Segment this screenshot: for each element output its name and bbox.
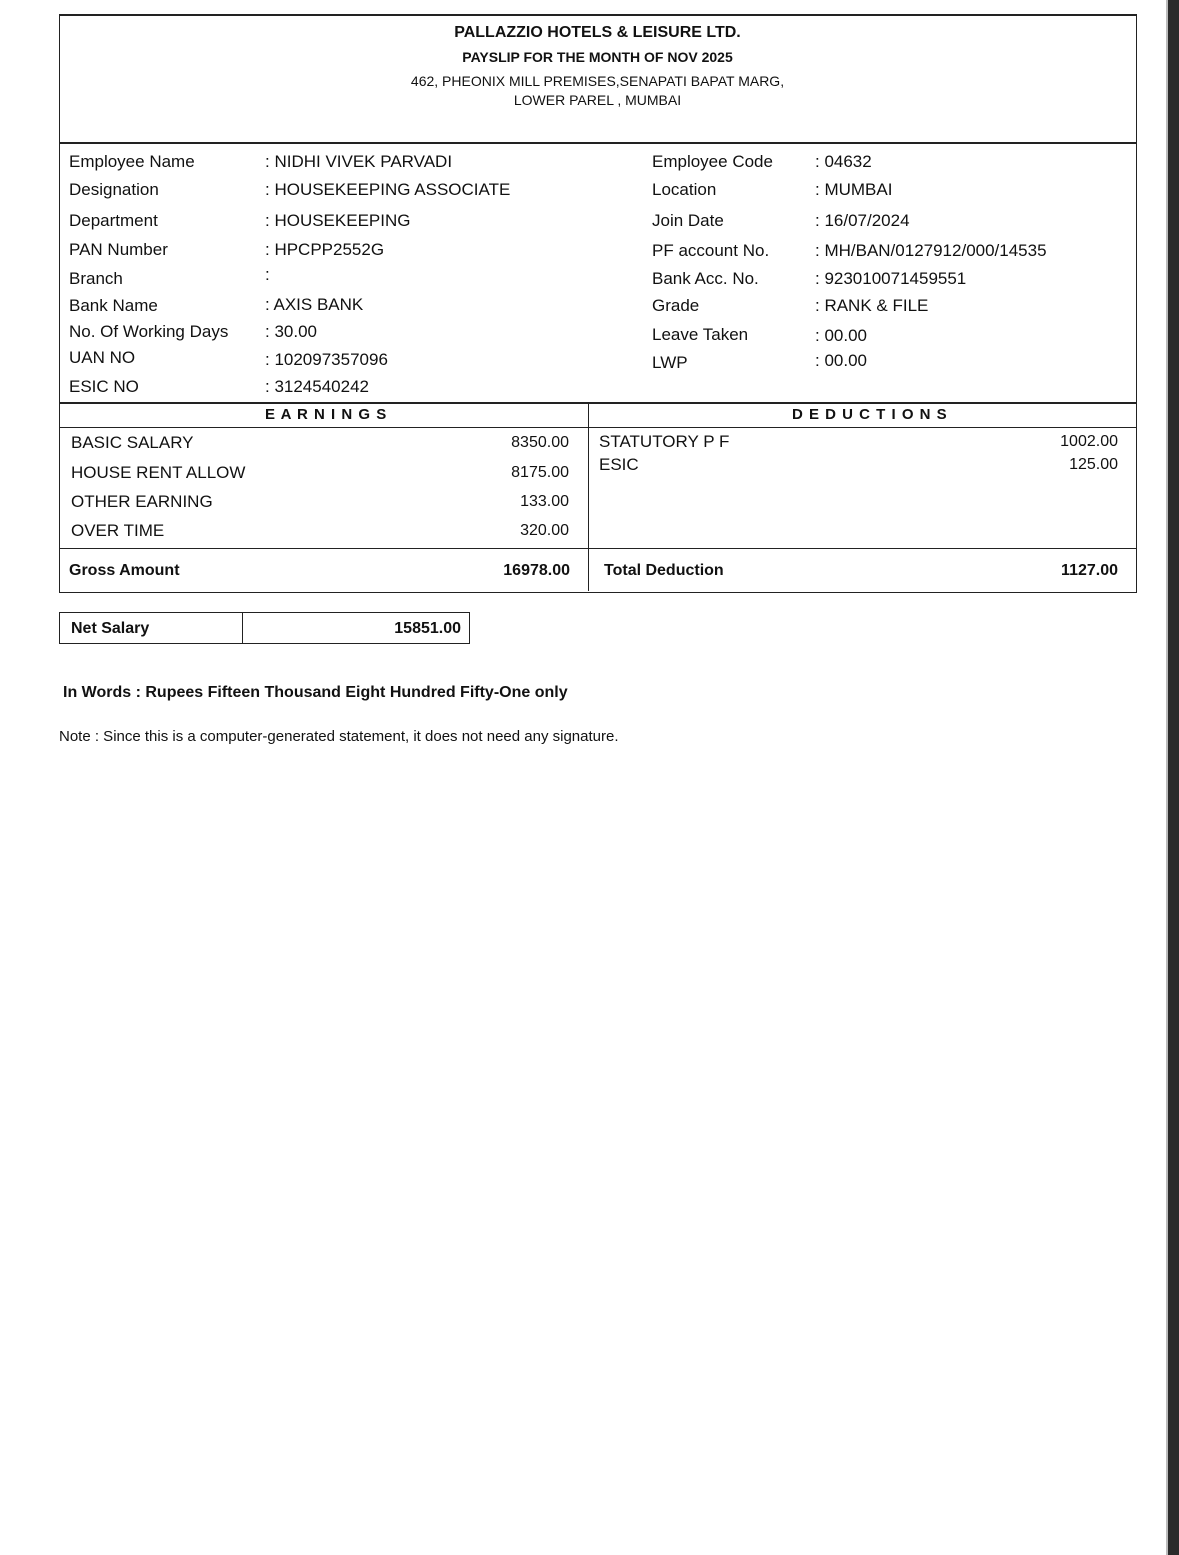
column-divider [588, 402, 589, 591]
working-days-label: No. Of Working Days [69, 322, 229, 341]
deductions-heading: D E D U C T I O N S [792, 406, 948, 423]
esic-no-label: ESIC NO [69, 377, 139, 396]
grade-label: Grade [652, 296, 700, 315]
total-deduction-label: Total Deduction [604, 562, 724, 579]
earning-amount: 133.00 [520, 493, 569, 510]
employee-name-label: Employee Name [69, 152, 195, 171]
deduction-name: STATUTORY P F [599, 432, 730, 451]
divider [59, 402, 1136, 404]
uan-value: : 102097357096 [265, 350, 388, 369]
pan-label: PAN Number [69, 240, 168, 259]
leave-taken-value: : 00.00 [815, 326, 867, 345]
department-label: Department [69, 211, 158, 230]
earning-name: HOUSE RENT ALLOW [71, 463, 246, 482]
earning-amount: 8175.00 [511, 464, 569, 481]
amount-in-words: In Words : Rupees Fifteen Thousand Eight Hundred Fifty-One only [63, 684, 568, 701]
pf-account-value: : MH/BAN/0127912/000/14535 [815, 241, 1047, 260]
join-date-label: Join Date [652, 211, 724, 230]
address-line-2: LOWER PAREL , MUMBAI [513, 92, 682, 108]
lwp-value: : 00.00 [815, 351, 867, 370]
department-value: : HOUSEKEEPING [265, 211, 411, 230]
location-label: Location [652, 180, 717, 199]
location-value: : MUMBAI [815, 180, 893, 199]
bank-account-label: Bank Acc. No. [652, 269, 759, 288]
page-edge [1168, 0, 1179, 1555]
deduction-amount: 125.00 [1069, 456, 1118, 473]
join-date-value: : 16/07/2024 [815, 211, 910, 230]
working-days-value: : 30.00 [265, 322, 317, 341]
designation-label: Designation [69, 180, 159, 199]
employee-code-label: Employee Code [652, 152, 773, 171]
designation-value: : HOUSEKEEPING ASSOCIATE [265, 180, 511, 199]
divider [59, 427, 1136, 428]
esic-no-value: : 3124540242 [265, 377, 369, 396]
net-salary-label: Net Salary [71, 620, 150, 637]
divider [242, 612, 243, 643]
company-name: PALLAZZIO HOTELS & LEISURE LTD. [454, 24, 741, 41]
pan-value: : HPCPP2552G [265, 240, 385, 259]
earning-name: OTHER EARNING [71, 492, 213, 511]
leave-taken-label: Leave Taken [652, 325, 749, 344]
earning-amount: 8350.00 [511, 434, 569, 451]
earning-name: OVER TIME [71, 521, 165, 540]
earning-name: BASIC SALARY [71, 433, 194, 452]
gross-amount-label: Gross Amount [69, 562, 180, 579]
address-line-1: 462, PHEONIX MILL PREMISES,SENAPATI BAPAT MARG, [410, 73, 785, 89]
divider [59, 142, 1136, 144]
bank-account-value: : 923010071459551 [815, 269, 967, 288]
bank-name-label: Bank Name [69, 296, 158, 315]
bank-name-value: : AXIS BANK [265, 295, 364, 314]
employee-code-value: : 04632 [815, 152, 872, 171]
net-salary-value: 15851.00 [394, 620, 461, 637]
deduction-amount: 1002.00 [1060, 433, 1118, 450]
earnings-heading: E A R N I N G S [265, 406, 388, 423]
divider [59, 548, 1136, 549]
lwp-label: LWP [652, 353, 688, 372]
payslip-title: PAYSLIP FOR THE MONTH OF NOV 2025 [462, 49, 733, 65]
deduction-name: ESIC [599, 455, 639, 474]
earning-amount: 320.00 [520, 522, 569, 539]
pf-account-label: PF account No. [652, 241, 770, 260]
total-deduction-value: 1127.00 [1061, 562, 1118, 579]
note: Note : Since this is a computer-generated statement, it does not need any signature. [59, 728, 619, 745]
branch-value: : [265, 265, 270, 284]
gross-amount-value: 16978.00 [503, 562, 570, 579]
employee-name-value: : NIDHI VIVEK PARVADI [265, 152, 453, 171]
grade-value: : RANK & FILE [815, 296, 929, 315]
uan-label: UAN NO [69, 348, 136, 367]
branch-label: Branch [69, 269, 123, 288]
